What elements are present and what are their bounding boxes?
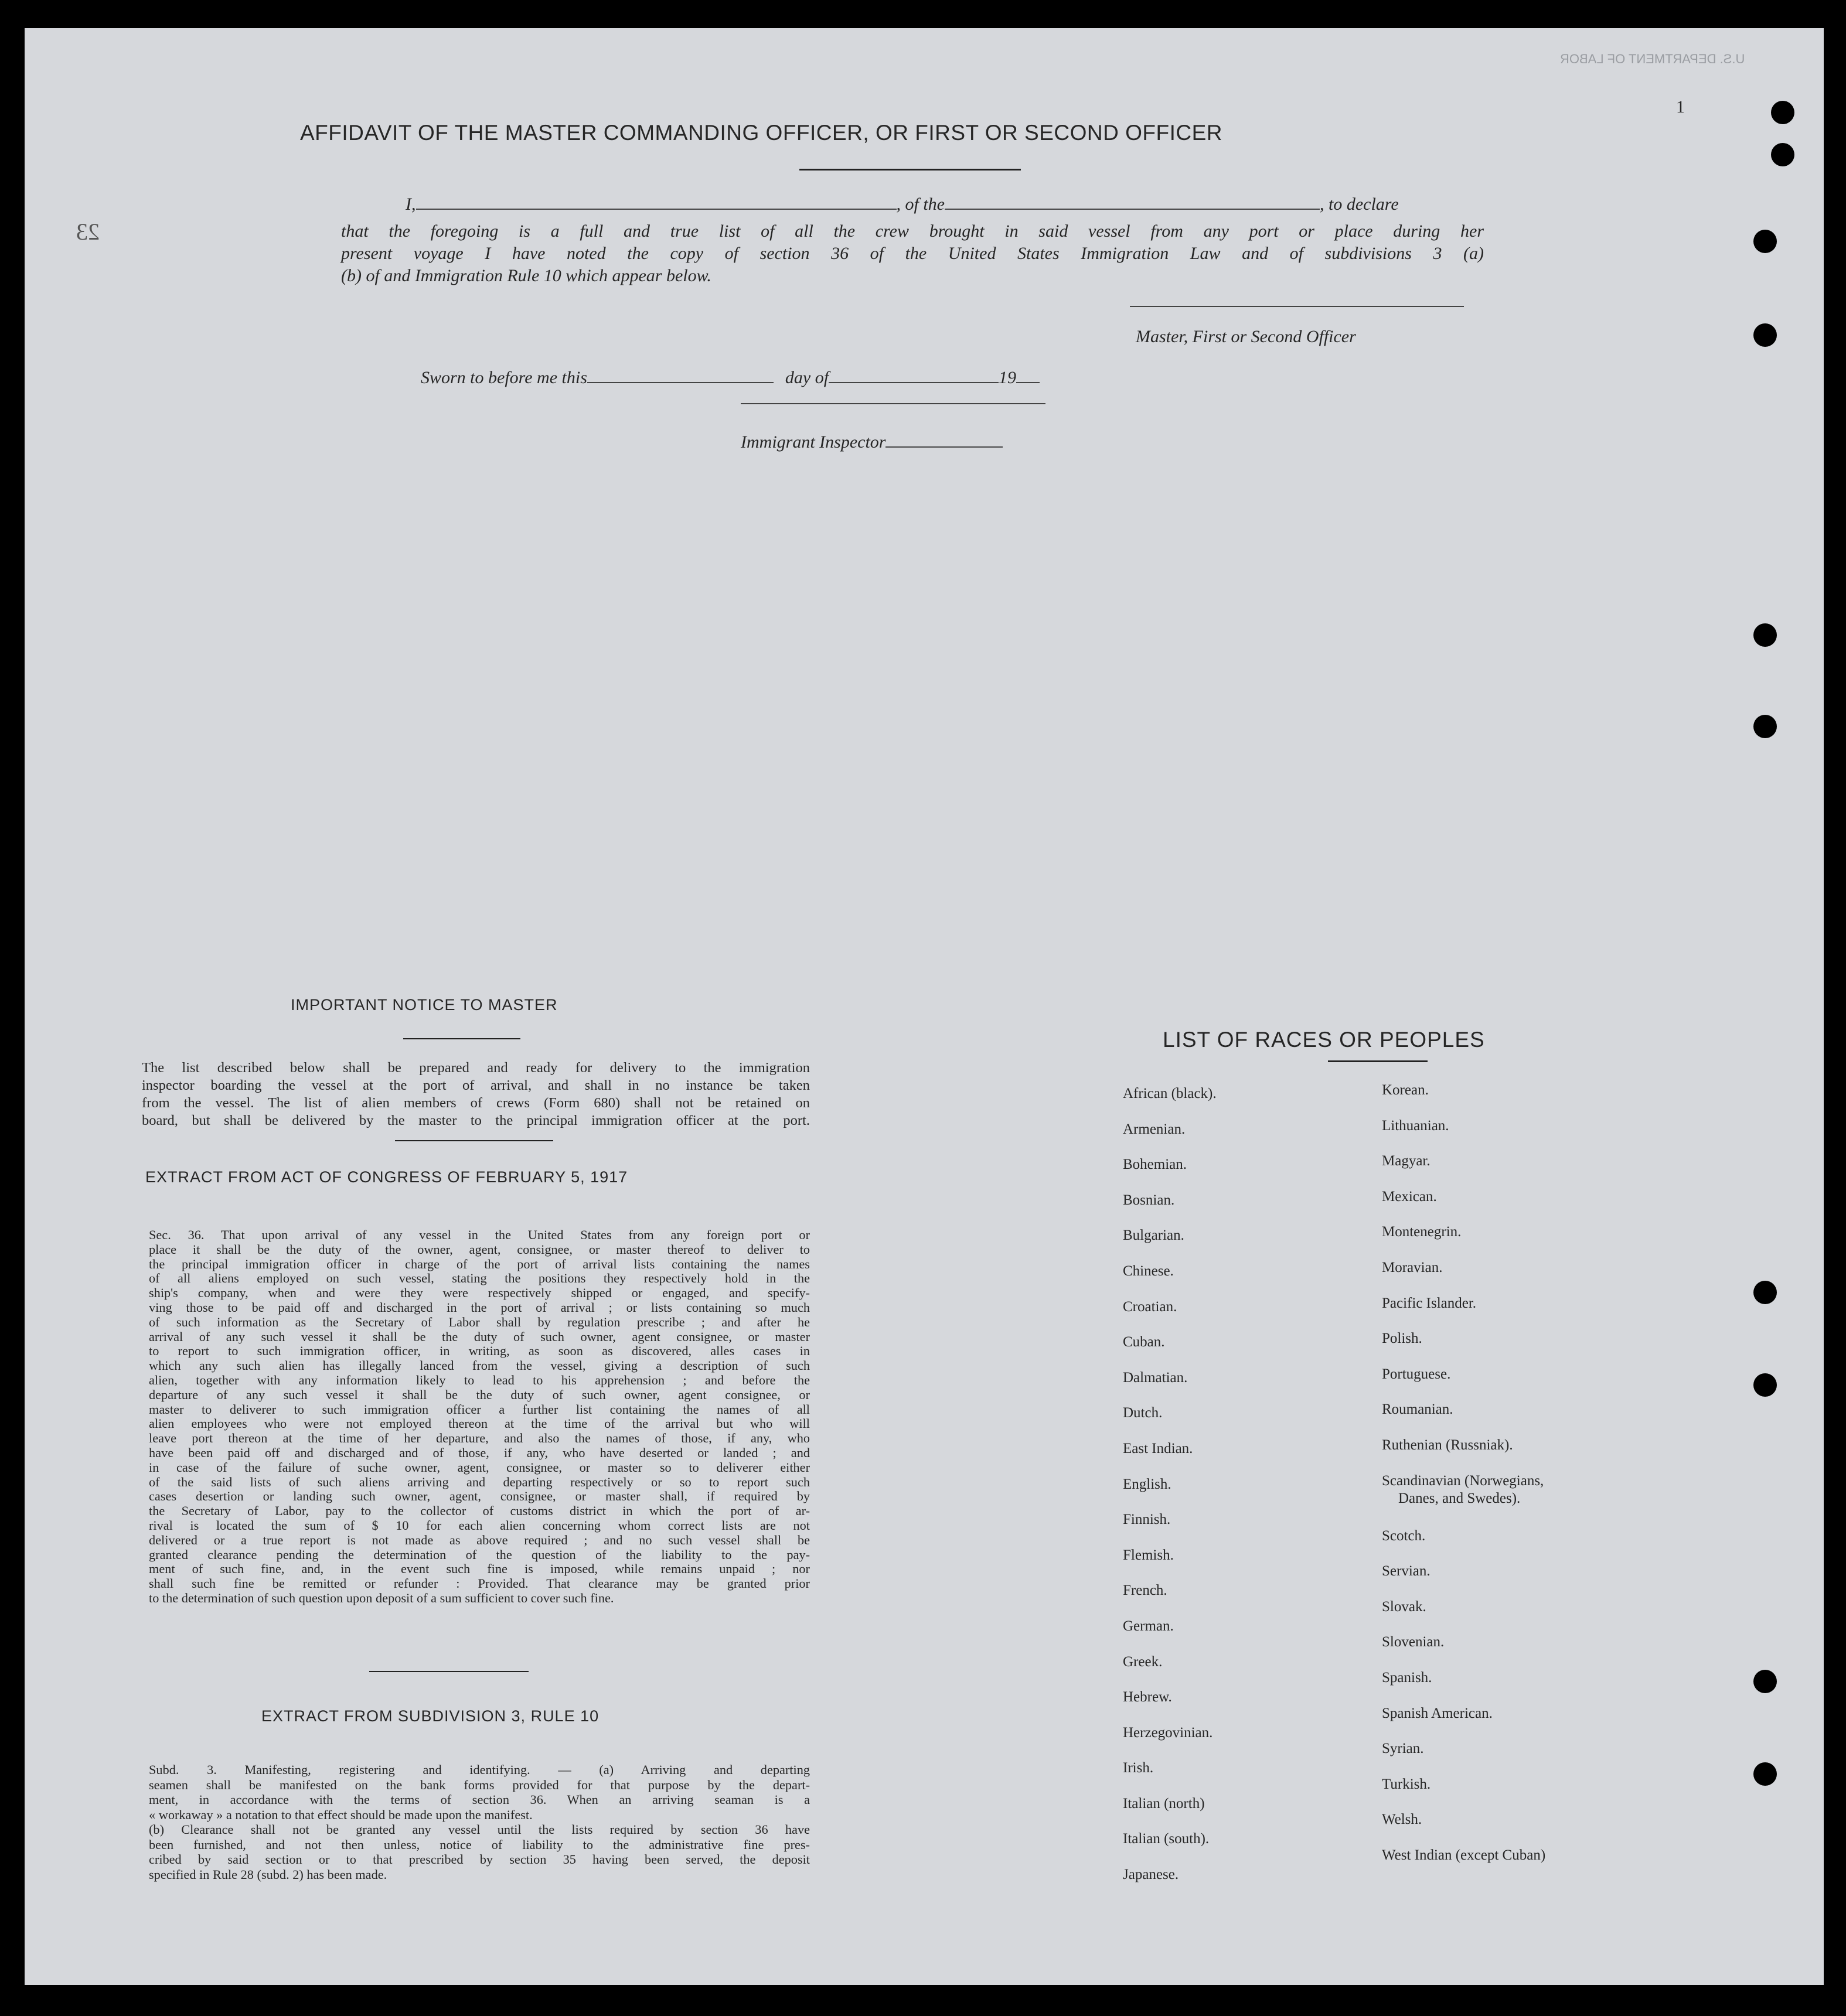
race-item: West Indian (except Cuban) bbox=[1382, 1847, 1546, 1863]
inspector-signature-blank[interactable] bbox=[741, 403, 1045, 404]
race-item: Finnish. bbox=[1123, 1512, 1171, 1528]
extract-rule-line: Subd. 3. Manifesting, registering and identifying. — (a) Arriving and departing bbox=[149, 1762, 810, 1777]
extract-act-line: have been paid off and discharged and of those, if any, who have deserted or landed ; and bbox=[149, 1445, 810, 1460]
race-item: Roumanian. bbox=[1382, 1401, 1453, 1418]
extract-act-line: leave port thereon at the time of her departure, and also the names of those, if any, who bbox=[149, 1431, 810, 1446]
extract-act-line: ving those to be paid off and discharged in the port of arrival ; or lists containing so much bbox=[149, 1299, 810, 1315]
race-item: Scotch. bbox=[1382, 1527, 1426, 1544]
race-item: Moravian. bbox=[1382, 1259, 1443, 1275]
label-to-declare: , to declare bbox=[1320, 195, 1399, 214]
extract-act-title: EXTRACT FROM ACT OF CONGRESS OF FEBRUARY 5, 1917 bbox=[145, 1168, 628, 1186]
affidavit-title: AFFIDAVIT OF THE MASTER COMMANDING OFFICER, OR FIRST OR SECOND OFFICER bbox=[300, 121, 1222, 145]
label-i: I, bbox=[406, 195, 416, 214]
race-item: Irish. bbox=[1123, 1760, 1154, 1776]
day-of-label: day of bbox=[785, 368, 829, 387]
punch-hole bbox=[1771, 143, 1794, 166]
inspector-blank[interactable] bbox=[885, 446, 1003, 448]
extract-act-line: rival is located the sum of $ 10 for each alien concerning whom correct lists are not bbox=[149, 1517, 810, 1533]
extract-rule-line: cribed by said section or to that prescribed by section 35 having been served, the deposit bbox=[149, 1852, 810, 1867]
race-item: French. bbox=[1123, 1582, 1167, 1599]
extract-rule-line: ment, in accordance with the terms of section 36. When an arriving seaman is a bbox=[149, 1792, 810, 1807]
extract-act-line: shall such fine be remitted or refunder : Provided. That clearance may be granted prior bbox=[149, 1576, 810, 1591]
name-blank[interactable] bbox=[416, 209, 897, 210]
notice-underline bbox=[403, 1038, 520, 1039]
margin-number: 23 bbox=[76, 219, 100, 245]
title-underline bbox=[799, 169, 1021, 170]
month-blank[interactable] bbox=[829, 382, 999, 383]
extract-act-line: of all aliens employed on such vessel, stating the positions they respectively hold in the bbox=[149, 1271, 810, 1286]
race-item: Turkish. bbox=[1382, 1776, 1431, 1792]
race-item: Magyar. bbox=[1382, 1153, 1431, 1169]
extract-rule-line: been furnished, and not then unless, notice of liability to the administrative fine pres- bbox=[149, 1837, 810, 1852]
race-item: Dalmatian. bbox=[1123, 1369, 1188, 1386]
races-right-column bbox=[1382, 1082, 1545, 1882]
extract-act-line: ment of such fine, and, in the event such fine is imposed, while remains unpaid ; nor bbox=[149, 1561, 810, 1577]
race-item: Polish. bbox=[1382, 1331, 1422, 1347]
extract-act-line: arrival of any such vessel it shall be the duty of such owner, agent consignee, or master bbox=[149, 1329, 810, 1344]
race-item: Bohemian. bbox=[1123, 1157, 1187, 1173]
punch-hole bbox=[1753, 230, 1777, 253]
punch-hole bbox=[1771, 101, 1794, 124]
affidavit-line-2: that the foregoing is a full and true list of all the crew brought in said vessel from any port or place during her bbox=[341, 221, 1484, 241]
race-item: Croatian. bbox=[1123, 1298, 1177, 1315]
race-item: Welsh. bbox=[1382, 1812, 1422, 1828]
race-item: Dutch. bbox=[1123, 1405, 1163, 1421]
punch-hole bbox=[1753, 323, 1777, 347]
race-item: Danes, and Swedes). bbox=[1398, 1490, 1521, 1506]
race-item: East Indian. bbox=[1123, 1440, 1193, 1456]
race-item: Spanish American. bbox=[1382, 1705, 1493, 1721]
extract-act-line: of such information as the Secretary of Labor shall by regulation prescribe ; and after he bbox=[149, 1314, 810, 1329]
races-left-column bbox=[1123, 1085, 1217, 1902]
extract-act-line: place it shall be the duty of the owner, agent, consignee, or master thereof to deliver to bbox=[149, 1241, 810, 1257]
affidavit-line-3: present voyage I have noted the copy of section 36 of the United States Immigration Law and of subdivisions 3 (a) bbox=[341, 244, 1484, 263]
race-item: Korean. bbox=[1382, 1082, 1429, 1098]
race-item: Slovak. bbox=[1382, 1598, 1426, 1615]
punch-hole bbox=[1753, 1373, 1777, 1397]
race-item: Portuguese. bbox=[1382, 1366, 1451, 1382]
punch-hole bbox=[1753, 1281, 1777, 1304]
extract-act-line: cases desertion or landing such owner, agent, consignee, or master shall, if required by bbox=[149, 1489, 810, 1504]
race-item: Ruthenian (Russniak). bbox=[1382, 1437, 1513, 1453]
extract-act-line: departure of any such vessel it shall be the duty of such owner, agent consignee, or bbox=[149, 1387, 810, 1402]
sworn-prefix: Sworn to before me this bbox=[421, 368, 587, 387]
race-item: Italian (north) bbox=[1123, 1795, 1205, 1812]
extract-act-divider bbox=[369, 1671, 529, 1672]
punch-hole bbox=[1753, 1762, 1777, 1786]
sworn-line bbox=[421, 368, 1040, 388]
extract-act-line: of the said lists of such aliens arriving and departing respectively or so to report such bbox=[149, 1474, 810, 1489]
extract-act-line: which any such alien has illegally lanced from the vessel, giving a description of such bbox=[149, 1358, 810, 1373]
race-item: Italian (south). bbox=[1123, 1831, 1210, 1847]
race-item: African (black). bbox=[1123, 1086, 1217, 1101]
extract-act-line: the Secretary of Labor, pay to the collector of customs district in which the port of ar- bbox=[149, 1503, 810, 1519]
vessel-blank[interactable] bbox=[945, 209, 1320, 210]
race-item: Cuban. bbox=[1123, 1334, 1165, 1350]
race-item: German. bbox=[1123, 1618, 1174, 1634]
race-item: Lithuanian. bbox=[1382, 1117, 1449, 1134]
extract-act-line: delivered or a true report is not made as above required ; and no such vessel shall be bbox=[149, 1532, 810, 1547]
inspector-line bbox=[741, 432, 1003, 452]
extract-rule-line: (b) Clearance shall not be granted any vessel until the lists required by section 36 have bbox=[149, 1822, 810, 1837]
extract-rule-title: EXTRACT FROM SUBDIVISION 3, RULE 10 bbox=[261, 1707, 600, 1725]
race-item: English. bbox=[1123, 1476, 1171, 1492]
affidavit-line-4: (b) of and Immigration Rule 10 which appear below. bbox=[341, 266, 711, 285]
extract-act-line: to report to such immigration officer, in writing, as soon as discovered, alles cases in bbox=[149, 1343, 810, 1359]
extract-rule-line: seamen shall be manifested on the bank forms provided for that purpose by the depart- bbox=[149, 1777, 810, 1792]
race-item: Slovenian. bbox=[1382, 1634, 1445, 1650]
extract-rule-text bbox=[149, 1762, 810, 1882]
inspector-label: Immigrant Inspector bbox=[741, 432, 886, 452]
extract-act-line: in case of the failure of suche owner, agent, consignee, or master so to deliverer either bbox=[149, 1459, 810, 1475]
extract-rule-line: « workaway » a notation to that effect should be made upon the manifest. bbox=[149, 1807, 533, 1822]
race-item: Mexican. bbox=[1382, 1188, 1437, 1205]
extract-act-line: ship's company, when and were they were respectively shipped or engaged, and specify- bbox=[149, 1285, 810, 1301]
race-item: Bosnian. bbox=[1123, 1192, 1175, 1208]
race-item: Japanese. bbox=[1123, 1867, 1179, 1883]
race-item: Greek. bbox=[1123, 1653, 1163, 1670]
extract-act-line: the principal immigration officer in charge of the port of arrival lists containing the names bbox=[149, 1256, 810, 1271]
extract-act-text bbox=[149, 1228, 810, 1606]
races-title: LIST OF RACES OR PEOPLES bbox=[1163, 1028, 1485, 1052]
top-right-mark: 1 bbox=[1676, 97, 1685, 117]
race-item: Chinese. bbox=[1123, 1263, 1174, 1279]
race-item: Bulgarian. bbox=[1123, 1227, 1184, 1244]
extract-act-line: alien employees who were not employed thereon at the time of the arrival but who will bbox=[149, 1416, 810, 1431]
notice-title: IMPORTANT NOTICE TO MASTER bbox=[291, 996, 558, 1014]
day-blank[interactable] bbox=[587, 382, 774, 383]
affidavit-line-1 bbox=[341, 195, 1513, 214]
race-item: Flemish. bbox=[1123, 1547, 1174, 1563]
notice-divider bbox=[395, 1140, 553, 1141]
bleed-through-header: U.S. DEPARTMENT OF LABOR bbox=[1560, 52, 1745, 66]
year-blank[interactable] bbox=[1016, 382, 1040, 383]
race-item: Herzegovinian. bbox=[1123, 1724, 1213, 1741]
race-item: Pacific Islander. bbox=[1382, 1295, 1477, 1311]
punch-hole bbox=[1753, 715, 1777, 738]
document-page bbox=[25, 28, 1824, 1985]
year-label: 19 bbox=[999, 368, 1017, 387]
master-label: Master, First or Second Officer bbox=[1136, 327, 1356, 346]
punch-hole bbox=[1753, 1670, 1777, 1693]
extract-act-line: to the determination of such question upon deposit of a sum sufficient to cover such fine. bbox=[149, 1590, 614, 1605]
race-item: Montenegrin. bbox=[1382, 1224, 1462, 1240]
race-item: Scandinavian (Norwegians, bbox=[1382, 1472, 1544, 1489]
label-of-the: , of the bbox=[896, 195, 945, 214]
extract-act-line: granted clearance pending the determination of the question of the liability to the pay- bbox=[149, 1547, 810, 1562]
race-item: Spanish. bbox=[1382, 1669, 1432, 1686]
extract-act-line: alien, together with any information likely to lead to his apprehension ; and before the bbox=[149, 1372, 810, 1387]
races-underline bbox=[1328, 1060, 1428, 1062]
race-item: Servian. bbox=[1382, 1563, 1431, 1580]
race-item: Syrian. bbox=[1382, 1741, 1424, 1757]
race-item: Hebrew. bbox=[1123, 1689, 1172, 1705]
master-signature-blank[interactable] bbox=[1130, 306, 1464, 307]
notice-text: The list described below shall be prepared and ready for delivery to the immigration inspector boarding the vessel at the port of arrival, and shall in no instance be taken from the vessel. The list of alien members of crews (Form 680) shall not be retained on board, but shall be delivered by the master to the principal immigration officer at the port. bbox=[142, 1060, 810, 1128]
extract-rule-line: specified in Rule 28 (subd. 2) has been made. bbox=[149, 1867, 387, 1882]
extract-act-line: master to deliverer to such immigration officer a further list containing the names of all bbox=[149, 1401, 810, 1417]
race-item: Armenian. bbox=[1123, 1121, 1186, 1137]
punch-hole bbox=[1753, 623, 1777, 647]
extract-act-line: Sec. 36. That upon arrival of any vessel in the United States from any foreign port or bbox=[149, 1227, 810, 1242]
